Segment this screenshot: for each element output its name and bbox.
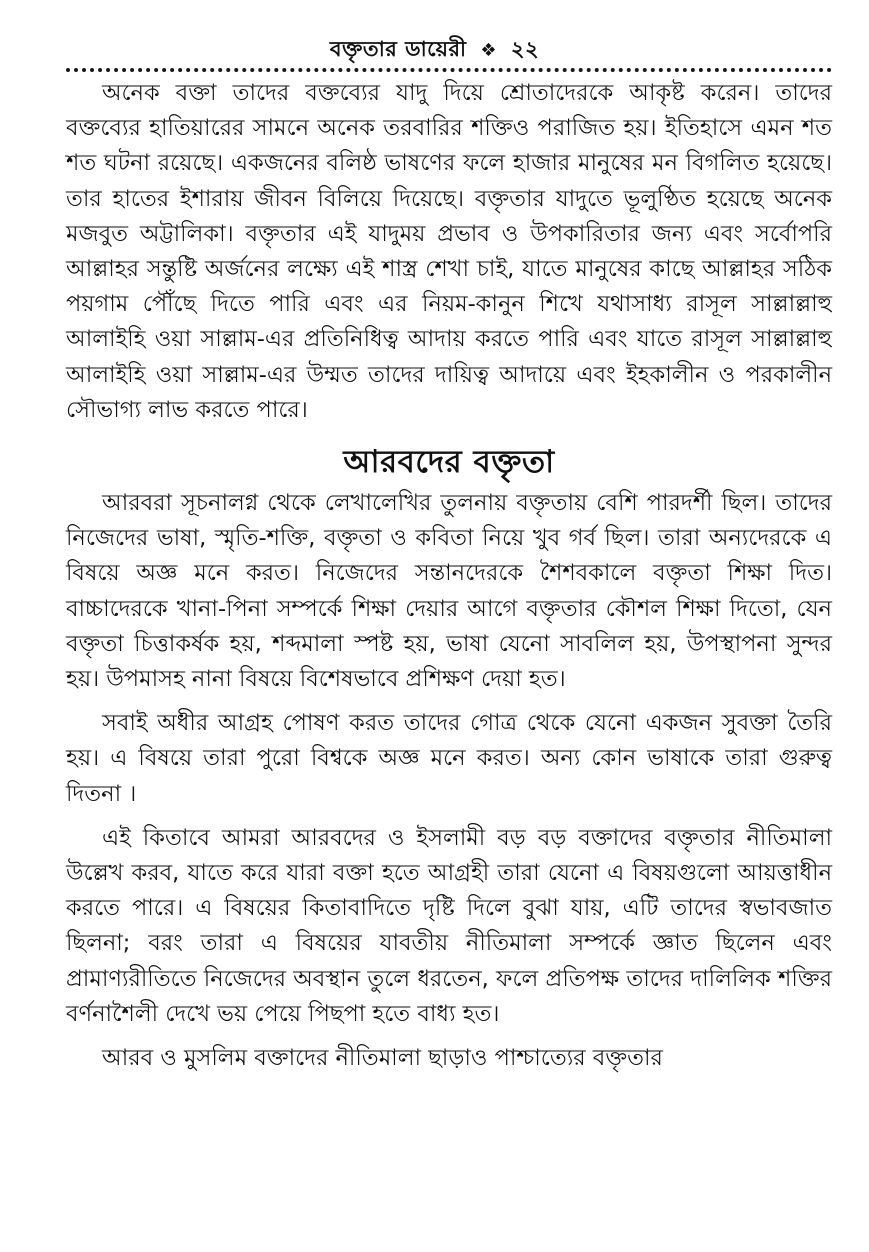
page-number: ২২: [510, 37, 540, 61]
running-header: [0, 34, 869, 66]
body-text: [66, 76, 832, 1076]
paragraph: আরবরা সূচনালগ্ন থেকে লেখালেখির তুলনায় বক্তৃতায় বেশি পারদর্শী ছিল। তাদের নিজেদের ভাষা, স্মৃতি-শক্তি, বক্তৃতা ও কবিতা নিয়ে খুব গর্ব ছিল। তারা অন্যদেরকে এ বিষয়ে অজ্ঞ মনে করত। নিজেদের সন্তানদেরকে শৈশবকালে বক্তৃতা শিক্ষা দিত। বাচ্চাদেরকে খানা-পিনা সম্পর্কে শিক্ষা দেয়ার আগে বক্তৃতার কৌশল শিক্ষা দিতো, যেন বক্তৃতা চিত্তাকর্ষক হয়, শব্দমালা স্পষ্ট হয়, ভাষা যেনো সাবলিল হয়, উপস্থাপনা সুন্দর হয়। উপমাসহ নানা বিষয়ে বিশেষভাবে প্রশিক্ষণ দেয়া হত।: [66, 490, 832, 693]
paragraph: আরব ও মুসলিম বক্তাদের নীতিমালা ছাড়াও পাশ্চাত্যের বক্তৃতার: [102, 1045, 663, 1072]
paragraph: এই কিতাবে আমরা আরবদের ও ইসলামী বড় বড় বক্তাদের বক্তৃতার নীতিমালা উল্লেখ করব, যাতে করে যারা বক্তা হতে আগ্রহী তারা যেনো এ বিষয়গুলো আয়ত্তাধীন করতে পারে। এ বিষয়ের কিতাবাদিতে দৃষ্টি দিলে বুঝা যায়, এটি তাদের স্বভাবজাত ছিলনা; বরং তারা এ বিষয়ের যাবতীয় নীতিমালা সম্পর্কে জ্ঞাত ছিলেন এবং প্রামাণ্যরীতিতে নিজেদের অবস্থান তুলে ধরতেন, ফলে প্রতিপক্ষ তাদের দালিলিক শক্তির বর্ণনাশৈলী দেখে ভয় পেয়ে পিছপা হতে বাধ্য হত।: [66, 824, 832, 1027]
header-dotted-divider: [66, 68, 832, 72]
paragraph: সবাই অধীর আগ্রহ পোষণ করত তাদের গোত্র থেকে যেনো একজন সুবক্তা তৈরি হয়। এ বিষয়ে তারা পুরো বিশ্বকে অজ্ঞ মনে করত। অন্য কোন ভাষাকে তারা গুরুত্ব দিতনা ।: [66, 710, 832, 807]
header-title: বক্তৃতার ডায়েরী: [329, 37, 467, 61]
paragraph-intro: অনেক বক্তা তাদের বক্তব্যের যাদু দিয়ে শ্রোতাদেরকে আকৃষ্ট করেন। তাদের বক্তব্যের হাতিয়ারের সামনে অনেক তরবারির শক্তিও পরাজিত হয়। ইতিহাসে এমন শত শত ঘটনা রয়েছে। একজনের বলিষ্ঠ ভাষণের ফলে হাজার মানুষের মন বিগলিত হয়েছে। তার হাতের ইশারায় জীবন বিলিয়ে দিয়েছে। বক্তৃতার যাদুতে ভূলুণ্ঠিত হয়েছে অনেক মজবুত অট্টালিকা। বক্তৃতার এই যাদুময় প্রভাব ও উপকারিতার জন্য এবং সর্বোপরি আল্লাহর সন্তুষ্টি অর্জনের লক্ষ্যে এই শাস্ত্র শেখা চাই, যাতে মানুষের কাছে আল্লাহর সঠিক পয়গাম পৌঁছে দিতে পারি এবং এর নিয়ম-কানুন শিখে যথাসাধ্য রাসূল সাল্লাল্লাহু আলাইহি ওয়া সাল্লাম-এর প্রতিনিধিত্ব আদায় করতে পারি এবং যাতে রাসূল সাল্লাল্লাহু আলাইহি ওয়া সাল্লাম-এর উম্মত তাদের দায়িত্ব আদায়ে এবং ইহকালীন ও পরকালীন সৌভাগ্য লাভ করতে পারে।: [66, 80, 832, 423]
diamond-icon: ❖: [480, 40, 498, 61]
section-heading: আরবদের বক্তৃতা: [343, 444, 555, 481]
